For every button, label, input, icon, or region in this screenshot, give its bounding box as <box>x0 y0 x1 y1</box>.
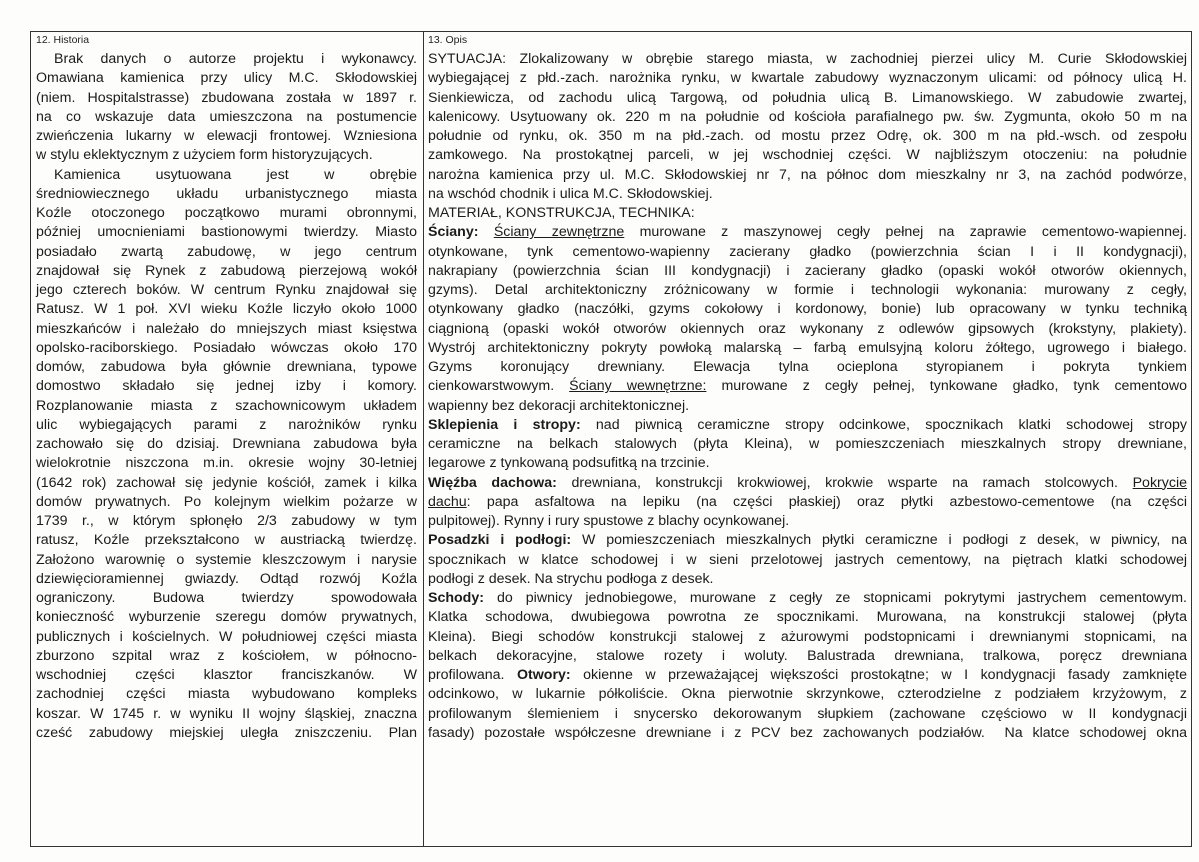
opis-line <box>428 454 1187 473</box>
historia-line: cześć zabudowy miejskiej uległa zniszczeniu. Plan <box>36 724 417 741</box>
historia-line: zburzono szpital wraz z kościołem, w północno- <box>36 647 417 664</box>
opis-line <box>428 243 1187 262</box>
opis-line <box>428 474 1187 493</box>
text-run: zamkowego. Na prostokątnej parceli, w jej wschodniej części. W najbliższym otoczeniu: na południe <box>428 147 1187 164</box>
text-run: do piwnicy jednobiegowe, murowane z cegły ze stopnicami pokrytymi jastrychem cementowym. <box>483 590 1187 606</box>
historia-line: Założono warownię o systemie kleszczowym i narysie <box>36 551 417 568</box>
text-run: południe od rynku, ok. 350 m na płd.-zach. od mostu przez Odrę, ok. 300 m na płd.-wsch. od zespołu <box>428 128 1187 144</box>
text-run: murowane z cegły pełnej, tynkowane gładko, tynk cementowo <box>706 378 1187 395</box>
table-border-bottom <box>30 846 1192 847</box>
historia-line: Kamienica usytuowana jest w obrębie <box>54 166 417 183</box>
opis-line <box>428 108 1187 127</box>
text-run: nad piwnicą ceramiczne stropy odcinkowe, spocznikach klatki schodowej stropy <box>580 416 1188 433</box>
underlined-label: Ściany wewnętrzne: <box>569 378 707 395</box>
historia-line: w stylu eklektycznym z użyciem form historyzujących. <box>36 147 373 164</box>
opis-line <box>428 320 1187 339</box>
opis-line <box>428 262 1187 281</box>
bold-label: Więźba dachowa: <box>428 474 557 491</box>
text-run: na wschód chodnik i ulica M.C. Skłodowskiej. <box>428 185 713 202</box>
opis-line <box>428 300 1187 319</box>
opis-line <box>428 647 1187 666</box>
historia-line: dziewięcioramiennej gwiazdy. Odtąd rozwój Koźla <box>36 570 417 587</box>
opis-line <box>428 166 1187 185</box>
table-border-right <box>1191 31 1192 846</box>
text-run: ciągnioną (opaski wokół otworów okiennych oraz wykonany z odlewów gipsowych (krokstyny, plakiety). <box>428 320 1187 337</box>
historia-line: zwieńczenia lukarny w elewacji frontowej. Wzniesiona <box>36 128 417 144</box>
opis-line <box>428 724 1187 743</box>
text-run: wapienny bez dekoracji architektonicznej. <box>428 397 690 414</box>
opis-line <box>428 89 1187 108</box>
historia-line: ograniczony. Budowa twierdzy spowodowała <box>36 590 417 606</box>
opis-line <box>428 628 1187 647</box>
opis-line <box>428 666 1187 685</box>
opis-line <box>428 69 1187 88</box>
historia-line: Rozplanowanie miasta z szachownicowym układem <box>36 397 417 414</box>
opis-line <box>428 705 1187 724</box>
opis-line <box>428 685 1187 704</box>
opis-line <box>428 589 1187 608</box>
text-run: spocznikach w klatce schodowej i w sieni przelotowej jastrych cementowy, na piętrach klatki schodowej <box>428 551 1187 568</box>
text-run: fasady) pozostałe współczesne drewniane i z PCV bez zachowanych podziałów. Na klatce schodowej okna <box>428 724 1187 741</box>
opis-line <box>428 570 1187 589</box>
opis-line <box>428 551 1187 570</box>
text-run: legarowe z tynkowaną podsufitką na trzcinie. <box>428 455 710 472</box>
underlined-label: dachu <box>428 493 467 510</box>
historia-line: ulic wybiegających parami z narożników rynku <box>36 416 417 433</box>
historia-line: Brak danych o autorze projektu i wykonawcy. <box>54 51 417 67</box>
opis-line <box>428 185 1187 204</box>
section-heading-historia: 12. Historia <box>36 34 90 46</box>
text-run: belkach dekoracyjne, stalowe rozety i woluty. Balustrada drewniana, tralkowa, poręcz drewniana <box>428 647 1187 664</box>
historia-text-column <box>36 50 417 743</box>
bold-label: Sklepienia i stropy: <box>428 416 581 433</box>
historia-line: zachodniej części miasta wybudowano kompleks <box>36 686 417 703</box>
text-run: Wystrój architektoniczny pokryty powłoką malarską – farbą emulsyjną koloru żółtego, ugrowego i białego. <box>428 339 1187 356</box>
opis-line <box>428 435 1187 454</box>
bold-label: Ściany: <box>428 224 479 241</box>
text-run: wybiegającej z płd.-zach. narożnika rynku, w kwartale zabudowy wyznaczonym ulicami: od północy ulicą H. <box>428 70 1187 87</box>
column-divider <box>423 31 424 846</box>
text-run: cienkowarstwowym. <box>428 378 570 395</box>
historia-line: posiadało zwartą zabudowę, w jego centrum <box>36 243 417 260</box>
historia-line: Koźle otoczonego początkowo murami obronnymi, <box>36 205 417 221</box>
opis-line <box>428 50 1187 69</box>
opis-line <box>428 608 1187 627</box>
historia-line: Omawiana kamienica przy ulicy M.C. Skłodowskiej <box>36 70 417 87</box>
text-run: Gzyms koronujący drewniany. Elewacja tylna ocieplona styropianem i pokryta tynkiem <box>428 359 1187 375</box>
bold-label: Otwory: <box>517 667 571 683</box>
text-run: odcinkowo, w lukarnie półkoliście. Okna pierwotnie skrzynkowe, czterodzielne z podziałem krzyżowym, z <box>428 686 1187 703</box>
historia-line: 1739 r., w którym spłonęło 2/3 zabudowy w tym <box>36 513 417 529</box>
opis-line <box>428 281 1187 300</box>
opis-line <box>428 493 1187 512</box>
historia-line: (niem. Hospitalstrasse) zbudowana została w 1897 r. <box>36 89 417 106</box>
underlined-label: Ściany zewnętrzne <box>493 224 625 241</box>
historia-line: domów, zabudowa była głównie drewniana, typowe <box>36 359 417 375</box>
text-run: Sienkiewicza, od zachodu ulicą Targową, od południa ulicą B. Limanowskiego. W zabudowie zwartej, <box>428 89 1187 106</box>
text-run: podłogi z desek. Na strychu podłoga z desek. <box>428 570 714 587</box>
historia-line: mieszkańców i należało do mniejszych miast księstwa <box>36 320 417 337</box>
text-run: nakrapiany (powierzchnia ścian III kondygnacji) i zacierany gładko (opaski wokół otworów okiennych, <box>428 262 1187 279</box>
text-run: pulpitowej). Rynny i rury spustowe z blachy ocynkowanej. <box>428 513 790 529</box>
table-border-left <box>30 31 31 846</box>
historia-line: domostwo składało się jednej izby i komory. <box>36 378 417 395</box>
text-run: Klatka schodowa, dwubiegowa powrotna ze spocznikami. Murowana, na konstrukcji stalowej (płyta <box>428 609 1187 626</box>
text-run: otynkowany gładko (naczółki, gzyms cokołowy i kordonowy, bonie) lub opracowany w tynku techniką <box>428 301 1187 318</box>
opis-text-column <box>428 50 1187 743</box>
text-run: ceramiczne na belkach stalowych (płyta Kleina), w pomieszczeniach mieszkalnych stropy drewniane, <box>428 436 1187 452</box>
text-run: drewniana, konstrukcji krokwiowej, krokwie wsparte na ramach stolcowych. <box>556 474 1133 491</box>
bold-label: Posadzki i podłogi: <box>428 532 572 549</box>
text-run: SYTUACJA: Zlokalizowany w obrębie starego miasta, w zachodniej pierzei ulicy M. Curie Skłodowskiej <box>428 51 1187 67</box>
historia-line: publicznych i kościelnych. W południowej części miasta <box>36 628 417 645</box>
historia-line: znajdował się Rynek z zabudową pierzejową wokół <box>36 262 417 279</box>
historia-line: koszar. W 1745 r. w wyniku II wojny śląskiej, znaczna <box>36 705 417 722</box>
opis-line <box>428 204 1187 223</box>
historia-line: na co wskazuje data umieszczona na postumencie <box>36 108 417 125</box>
historia-line: wschodniej części klasztor franciszkanów. W <box>36 667 417 683</box>
historia-line: wielokrotnie niszczona m.in. okresie wojny 30-letniej <box>36 455 417 472</box>
opis-line <box>428 377 1187 396</box>
text-run: kalenicowy. Usytuowany ok. 220 m na południe od kościoła parafialnego pw. św. Zygmunta, około 50 m na <box>428 108 1187 125</box>
opis-line <box>428 512 1187 531</box>
text-run: Kleina). Biegi schodów konstrukcji stalowej z ażurowymi podstopnicami i drewnianymi stopnicami, na <box>428 628 1187 645</box>
underlined-label: Pokrycie <box>1132 474 1187 491</box>
text-run: : papa asfaltowa na lepiku (na części płaskiej) oraz płytki azbestowo-cementowe (na części <box>466 493 1187 510</box>
text-run: okienne w przeważającej większości prostokątne; w I kondygnacji fasady zamknięte <box>570 667 1187 683</box>
text-run: narożna kamienica przy ul. M.C. Skłodowskiej nr 7, na północ dom mieszkalny nr 3, na zachód podwórze, <box>428 166 1187 183</box>
text-run: W pomieszczeniach mieszkalnych płytki ceramiczne i podłogi z desek, w piwnicy, na <box>571 532 1187 549</box>
opis-line <box>428 416 1187 435</box>
historia-line: średniowiecznego układu urbanistycznego miasta <box>36 185 417 202</box>
opis-line <box>428 146 1187 165</box>
historia-line: zachowało się do dzisiaj. Drewniana zabudowa była <box>36 436 417 452</box>
historia-line: ratusz, Koźle przekształcono w austriacką twierdzę. <box>36 532 417 549</box>
historia-line: domów prywatnych. Po kolejnym wielkim pożarze w <box>36 493 417 510</box>
opis-line <box>428 358 1187 377</box>
section-heading-opis: 13. Opis <box>428 34 468 46</box>
text-run: murowane z maszynowej cegły pełnej na zaprawie cementowo-wapiennej. <box>624 224 1187 241</box>
historia-line: opolsko-raciborskiego. Posiadało wówczas około 170 <box>36 339 417 356</box>
table-border-top <box>30 31 1192 32</box>
historia-line: konieczność wyburzenie szeregu domów prywatnych, <box>36 609 417 626</box>
text-run: profilowanym ślemieniem i snycersko dekorowanym słupkiem (zachowane częściowo w II kondygnacji <box>428 705 1187 722</box>
historia-line: (1642 rok) zachował się jedynie kościół, zamek i kilka <box>36 474 417 491</box>
bold-label: Schody: <box>428 590 484 606</box>
historia-line: Ratusz. W 1 poł. XVI wieku Koźle liczyło około 1000 <box>36 301 417 318</box>
opis-line <box>428 339 1187 358</box>
historia-line: później umocnieniami bastionowymi twierdzy. Miasto <box>36 224 417 241</box>
opis-line <box>428 223 1187 242</box>
text-run: otynkowane, tynk cementowo-wapienny zacierany gładko (powierzchnia ścian I i II kondygnacji), <box>428 243 1187 260</box>
text-run <box>478 224 493 240</box>
text-run: MATERIAŁ, KONSTRUKCJA, TECHNIKA: <box>428 205 695 221</box>
opis-line <box>428 397 1187 416</box>
text-run: gzyms). Detal architektoniczny zróżnicowany w formie i technologii wykonania: murowany z cegły, <box>428 282 1187 298</box>
text-run: profilowana. <box>428 667 518 683</box>
opis-line <box>428 531 1187 550</box>
opis-line <box>428 127 1187 146</box>
historia-line: jego czterech boków. W centrum Rynku znajdował się <box>36 282 417 298</box>
